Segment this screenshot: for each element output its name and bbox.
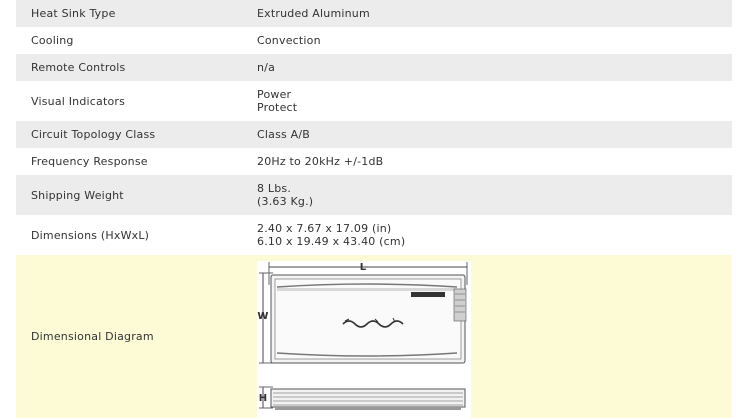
dimension-label-h: H bbox=[258, 393, 268, 404]
spec-table bbox=[16, 0, 732, 418]
spec-label: Shipping Weight bbox=[31, 188, 124, 202]
spec-value bbox=[257, 155, 732, 168]
spec-label: Circuit Topology Class bbox=[31, 128, 156, 141]
spec-value bbox=[257, 88, 732, 114]
spec-value-line: 20Hz to 20kHz +/-1dB bbox=[257, 155, 384, 168]
spec-value-line: Convection bbox=[257, 34, 321, 47]
spec-value-line: Protect bbox=[257, 101, 298, 114]
dimensional-diagram-image bbox=[257, 261, 471, 418]
spec-row-dimensional-diagram bbox=[16, 255, 732, 418]
dimension-label-w: W bbox=[257, 311, 269, 322]
spec-value-line: n/a bbox=[257, 61, 276, 74]
spec-row-cooling bbox=[16, 27, 732, 54]
spec-label: Visual Indicators bbox=[31, 94, 126, 108]
spec-row-shipping-weight bbox=[16, 175, 732, 215]
spec-value bbox=[257, 7, 732, 20]
spec-label: Frequency Response bbox=[31, 155, 148, 168]
dimension-label-l: L bbox=[359, 262, 367, 273]
spec-value-line: 2.40 x 7.67 x 17.09 (in) bbox=[257, 222, 392, 235]
spec-value bbox=[257, 222, 732, 248]
spec-value bbox=[257, 128, 732, 141]
spec-value bbox=[257, 61, 732, 74]
spec-value-line: Extruded Aluminum bbox=[257, 7, 370, 20]
spec-value-line: (3.63 Kg.) bbox=[257, 195, 314, 208]
spec-label: Dimensions (HxWxL) bbox=[31, 228, 150, 242]
spec-label: Cooling bbox=[31, 34, 74, 47]
spec-value-line: Class A/B bbox=[257, 128, 311, 141]
spec-row-remote-controls bbox=[16, 54, 732, 81]
spec-value bbox=[257, 255, 732, 418]
spec-row-visual-indicators bbox=[16, 81, 732, 121]
spec-label: Dimensional Diagram bbox=[31, 330, 154, 343]
spec-label: Heat Sink Type bbox=[31, 7, 116, 20]
spec-row-heat-sink-type bbox=[16, 0, 732, 27]
spec-label: Remote Controls bbox=[31, 61, 126, 74]
spec-value-line: 6.10 x 19.49 x 43.40 (cm) bbox=[257, 235, 406, 248]
spec-row-dimensions bbox=[16, 215, 732, 255]
spec-row-frequency-response bbox=[16, 148, 732, 175]
spec-value-line: 8 Lbs. bbox=[257, 182, 292, 195]
spec-value bbox=[257, 34, 732, 47]
spec-value-line: Power bbox=[257, 88, 292, 101]
spec-row-circuit-topology-class bbox=[16, 121, 732, 148]
spec-value bbox=[257, 182, 732, 208]
